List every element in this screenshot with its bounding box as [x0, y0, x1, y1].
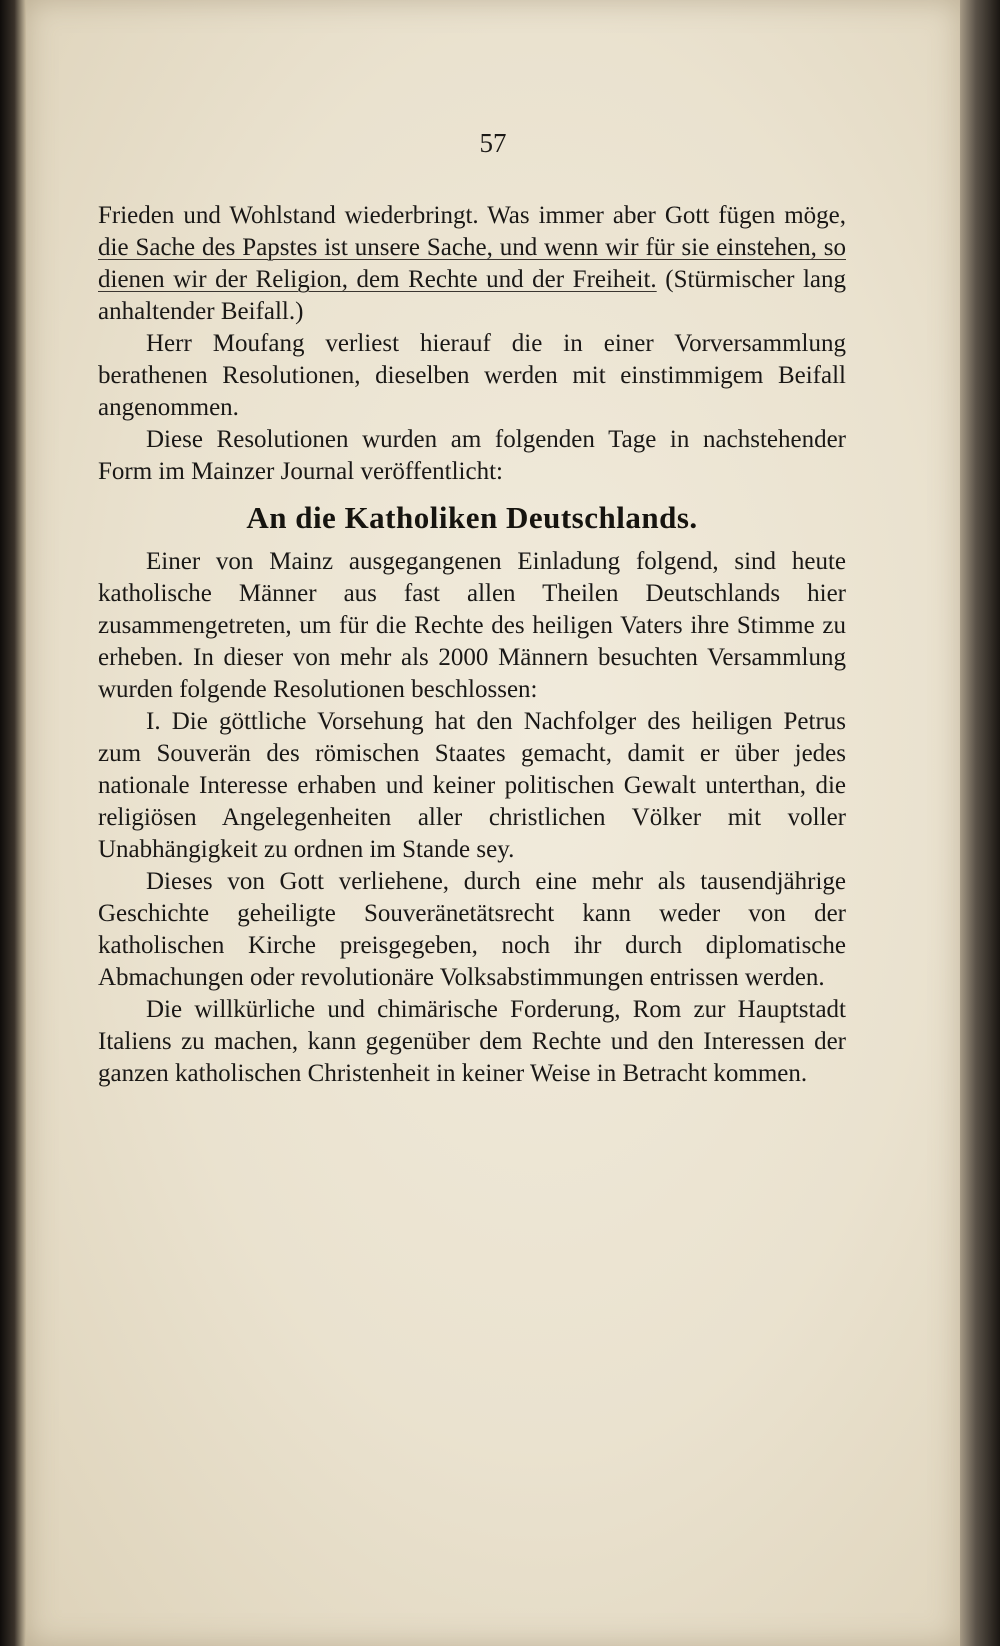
book-page [26, 0, 960, 1646]
section-heading: An die Katholiken Deutschlands. [246, 500, 698, 535]
book-binding-left [0, 0, 26, 1646]
paragraph-6: Dieses von Gott verliehene, durch eine mehr als tausendjährige Geschichte geheiligte Souveränetätsrecht kann weder von der katholischen Kirche preisgegeben, noch ihr durch diplomatische Abmachungen oder revolutionäre Volksabstimmungen entrissen werden. [98, 868, 846, 991]
paragraph-1 [98, 200, 846, 328]
paragraph-1-underlined: die Sache des Papstes ist unsere Sache, und wenn wir für sie einstehen, so dienen wir der Religion, dem Rechte und der Freiheit. [98, 234, 846, 293]
book-edge-right [960, 0, 1000, 1646]
paragraph-2: Herr Moufang verliest hierauf die in einer Vorversammlung berathenen Resolutionen, dieselben werden mit einstimmigem Beifall angenommen. [98, 330, 846, 421]
paragraph-7: Die willkürliche und chimärische Forderung, Rom zur Hauptstadt Italiens zu machen, kann gegenüber dem Rechte und den Interessen der ganzen katholischen Christenheit in keiner Weise in Betracht kommen. [98, 996, 846, 1087]
page-number: 57 [479, 128, 507, 158]
paragraph-1-end: (Stürmischer lang anhaltender Beifall.) [98, 266, 847, 325]
paragraph-1-start: Frieden und Wohlstand wiederbringt. Was immer aber Gott fügen möge, [98, 202, 846, 229]
resolution-1: I. Die göttliche Vorsehung hat den Nachfolger des heiligen Petrus zum Souverän des römischen Staates gemacht, damit er über jedes nationale Interesse erhaben und keiner politischen Gewalt unterthan, die religiösen Angelegenheiten aller christlichen Völker mit voller Unabhängigkeit zu ordnen im Stande sey. [98, 708, 846, 863]
paragraph-3: Diese Resolutionen wurden am folgenden Tage in nachstehender Form im Mainzer Journal veröffentlicht: [98, 426, 846, 485]
paragraph-4: Einer von Mainz ausgegangenen Einladung folgend, sind heute katholische Männer aus fast allen Theilen Deutschlands hier zusammengetreten, um für die Rechte des heiligen Vaters ihre Stimme zu erheben. In dieser von mehr als 2000 Männern besuchten Versammlung wurden folgende Resolutionen beschlossen: [98, 548, 846, 703]
page-body [98, 200, 846, 1090]
